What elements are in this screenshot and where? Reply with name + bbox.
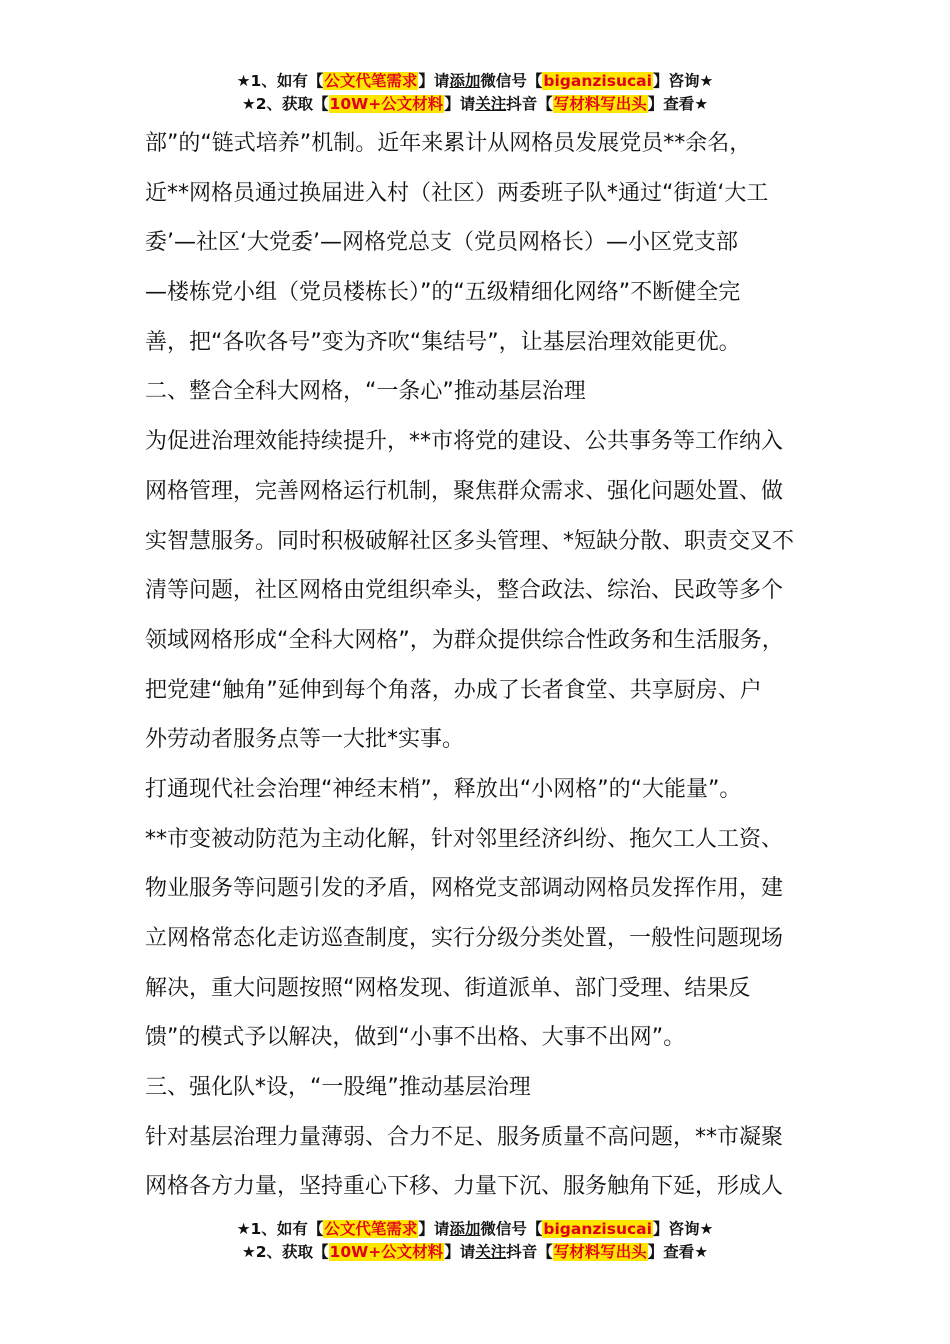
body-line: 立网格常态化走访巡查制度，实行分级分类处置，一般性问题现场	[145, 926, 784, 951]
banner-text: 】请	[444, 95, 476, 113]
banner-text: 】咨询★	[652, 1220, 714, 1238]
banner-row-2	[0, 93, 950, 116]
header-banner	[0, 70, 950, 116]
banner-text: 抖音【	[506, 95, 553, 113]
banner-underline: 添加	[449, 72, 481, 90]
body-line: 馈”的模式予以解决，做到“小事不出格、大事不出网”。	[145, 1025, 686, 1051]
body-line: 实智慧服务。同时积极破解社区多头管理、*短缺分散、职责交叉不	[145, 528, 795, 554]
body-line: 为促进治理效能持续提升，**市将党的建设、公共事务等工作纳入	[145, 429, 784, 455]
body-line: 清等问题，社区网格由党组织牵头，整合政法、综治、民政等多个	[145, 578, 784, 604]
banner-row-1	[0, 70, 950, 93]
banner-highlight: 10W+公文材料	[329, 95, 444, 113]
banner-row-2	[0, 1241, 950, 1264]
banner-text: 微信号【	[480, 1220, 543, 1238]
banner-text: 微信号【	[480, 72, 543, 90]
banner-highlight: 10W+公文材料	[329, 1243, 444, 1261]
document-body	[145, 124, 825, 1217]
banner-highlight: 公文代笔需求	[324, 1220, 418, 1238]
banner-text: ★2、获取【	[241, 1243, 329, 1261]
banner-underline: 添加	[449, 1220, 481, 1238]
banner-underline: 关注	[475, 95, 507, 113]
banner-highlight: biganzisucai	[543, 1220, 652, 1238]
banner-underline: 关注	[475, 1243, 507, 1261]
banner-text: 】查看★	[647, 1243, 709, 1261]
body-line: 善，把“各吹各号”变为齐吹“集结号”，让基层治理效能更优。	[145, 329, 741, 355]
banner-text: 】请	[444, 1243, 476, 1261]
banner-text: 】咨询★	[652, 72, 714, 90]
banner-highlight: 写材料写出头	[553, 1243, 647, 1261]
banner-highlight: biganzisucai	[543, 72, 652, 90]
banner-text: 】请	[418, 72, 450, 90]
banner-row-1	[0, 1218, 950, 1241]
body-line: 网格各方力量，坚持重心下移、力量下沉、服务触角下延，形成人	[145, 1174, 784, 1200]
body-line: 针对基层治理力量薄弱、合力不足、服务质量不高问题，**市凝聚	[145, 1124, 784, 1150]
body-line: —楼栋党小组（党员楼栋长）”的“五级精细化网络”不断健全完	[145, 280, 741, 306]
banner-text: 】请	[418, 1220, 450, 1238]
banner-highlight: 写材料写出头	[553, 95, 647, 113]
body-line: 委’—社区‘大党委’—网格党总支（党员网格长）—小区党支部	[145, 230, 738, 256]
banner-text: ★1、如有【	[236, 1220, 324, 1238]
body-line: 领域网格形成“全科大网格”，为群众提供综合性政务和生活服务，	[145, 627, 784, 653]
section-heading: 三、强化队*设，“一股绳”推动基层治理	[145, 1075, 531, 1101]
banner-text: ★2、获取【	[241, 95, 329, 113]
body-line: 外劳动者服务点等一大批*实事。	[145, 727, 465, 753]
banner-text: ★1、如有【	[236, 72, 324, 90]
section-heading: 二、整合全科大网格，“一条心”推动基层治理	[145, 379, 586, 405]
body-line: 网格管理，完善网格运行机制，聚焦群众需求、强化问题处置、做	[145, 478, 784, 504]
banner-highlight: 公文代笔需求	[324, 72, 418, 90]
body-line: 把党建“触角”延伸到每个角落，办成了长者食堂、共享厨房、户	[145, 677, 762, 703]
body-line: 物业服务等问题引发的矛盾，网格党支部调动网格员发挥作用，建	[145, 876, 784, 902]
footer-banner	[0, 1218, 950, 1264]
body-line: **市变被动防范为主动化解，针对邻里经济纠纷、拖欠工人工资、	[145, 826, 784, 852]
banner-text: 】查看★	[647, 95, 709, 113]
body-line: 近**网格员通过换届进入村（社区）两委班子队*通过“街道‘大工	[145, 180, 769, 206]
body-line: 解决，重大问题按照“网格发现、街道派单、部门受理、结果反	[145, 975, 751, 1001]
body-line: 打通现代社会治理“神经末梢”，释放出“小网格”的“大能量”。	[145, 776, 742, 802]
banner-text: 抖音【	[506, 1243, 553, 1261]
body-line: 部”的“链式培养”机制。近年来累计从网格员发展党员**余名，	[145, 131, 752, 156]
